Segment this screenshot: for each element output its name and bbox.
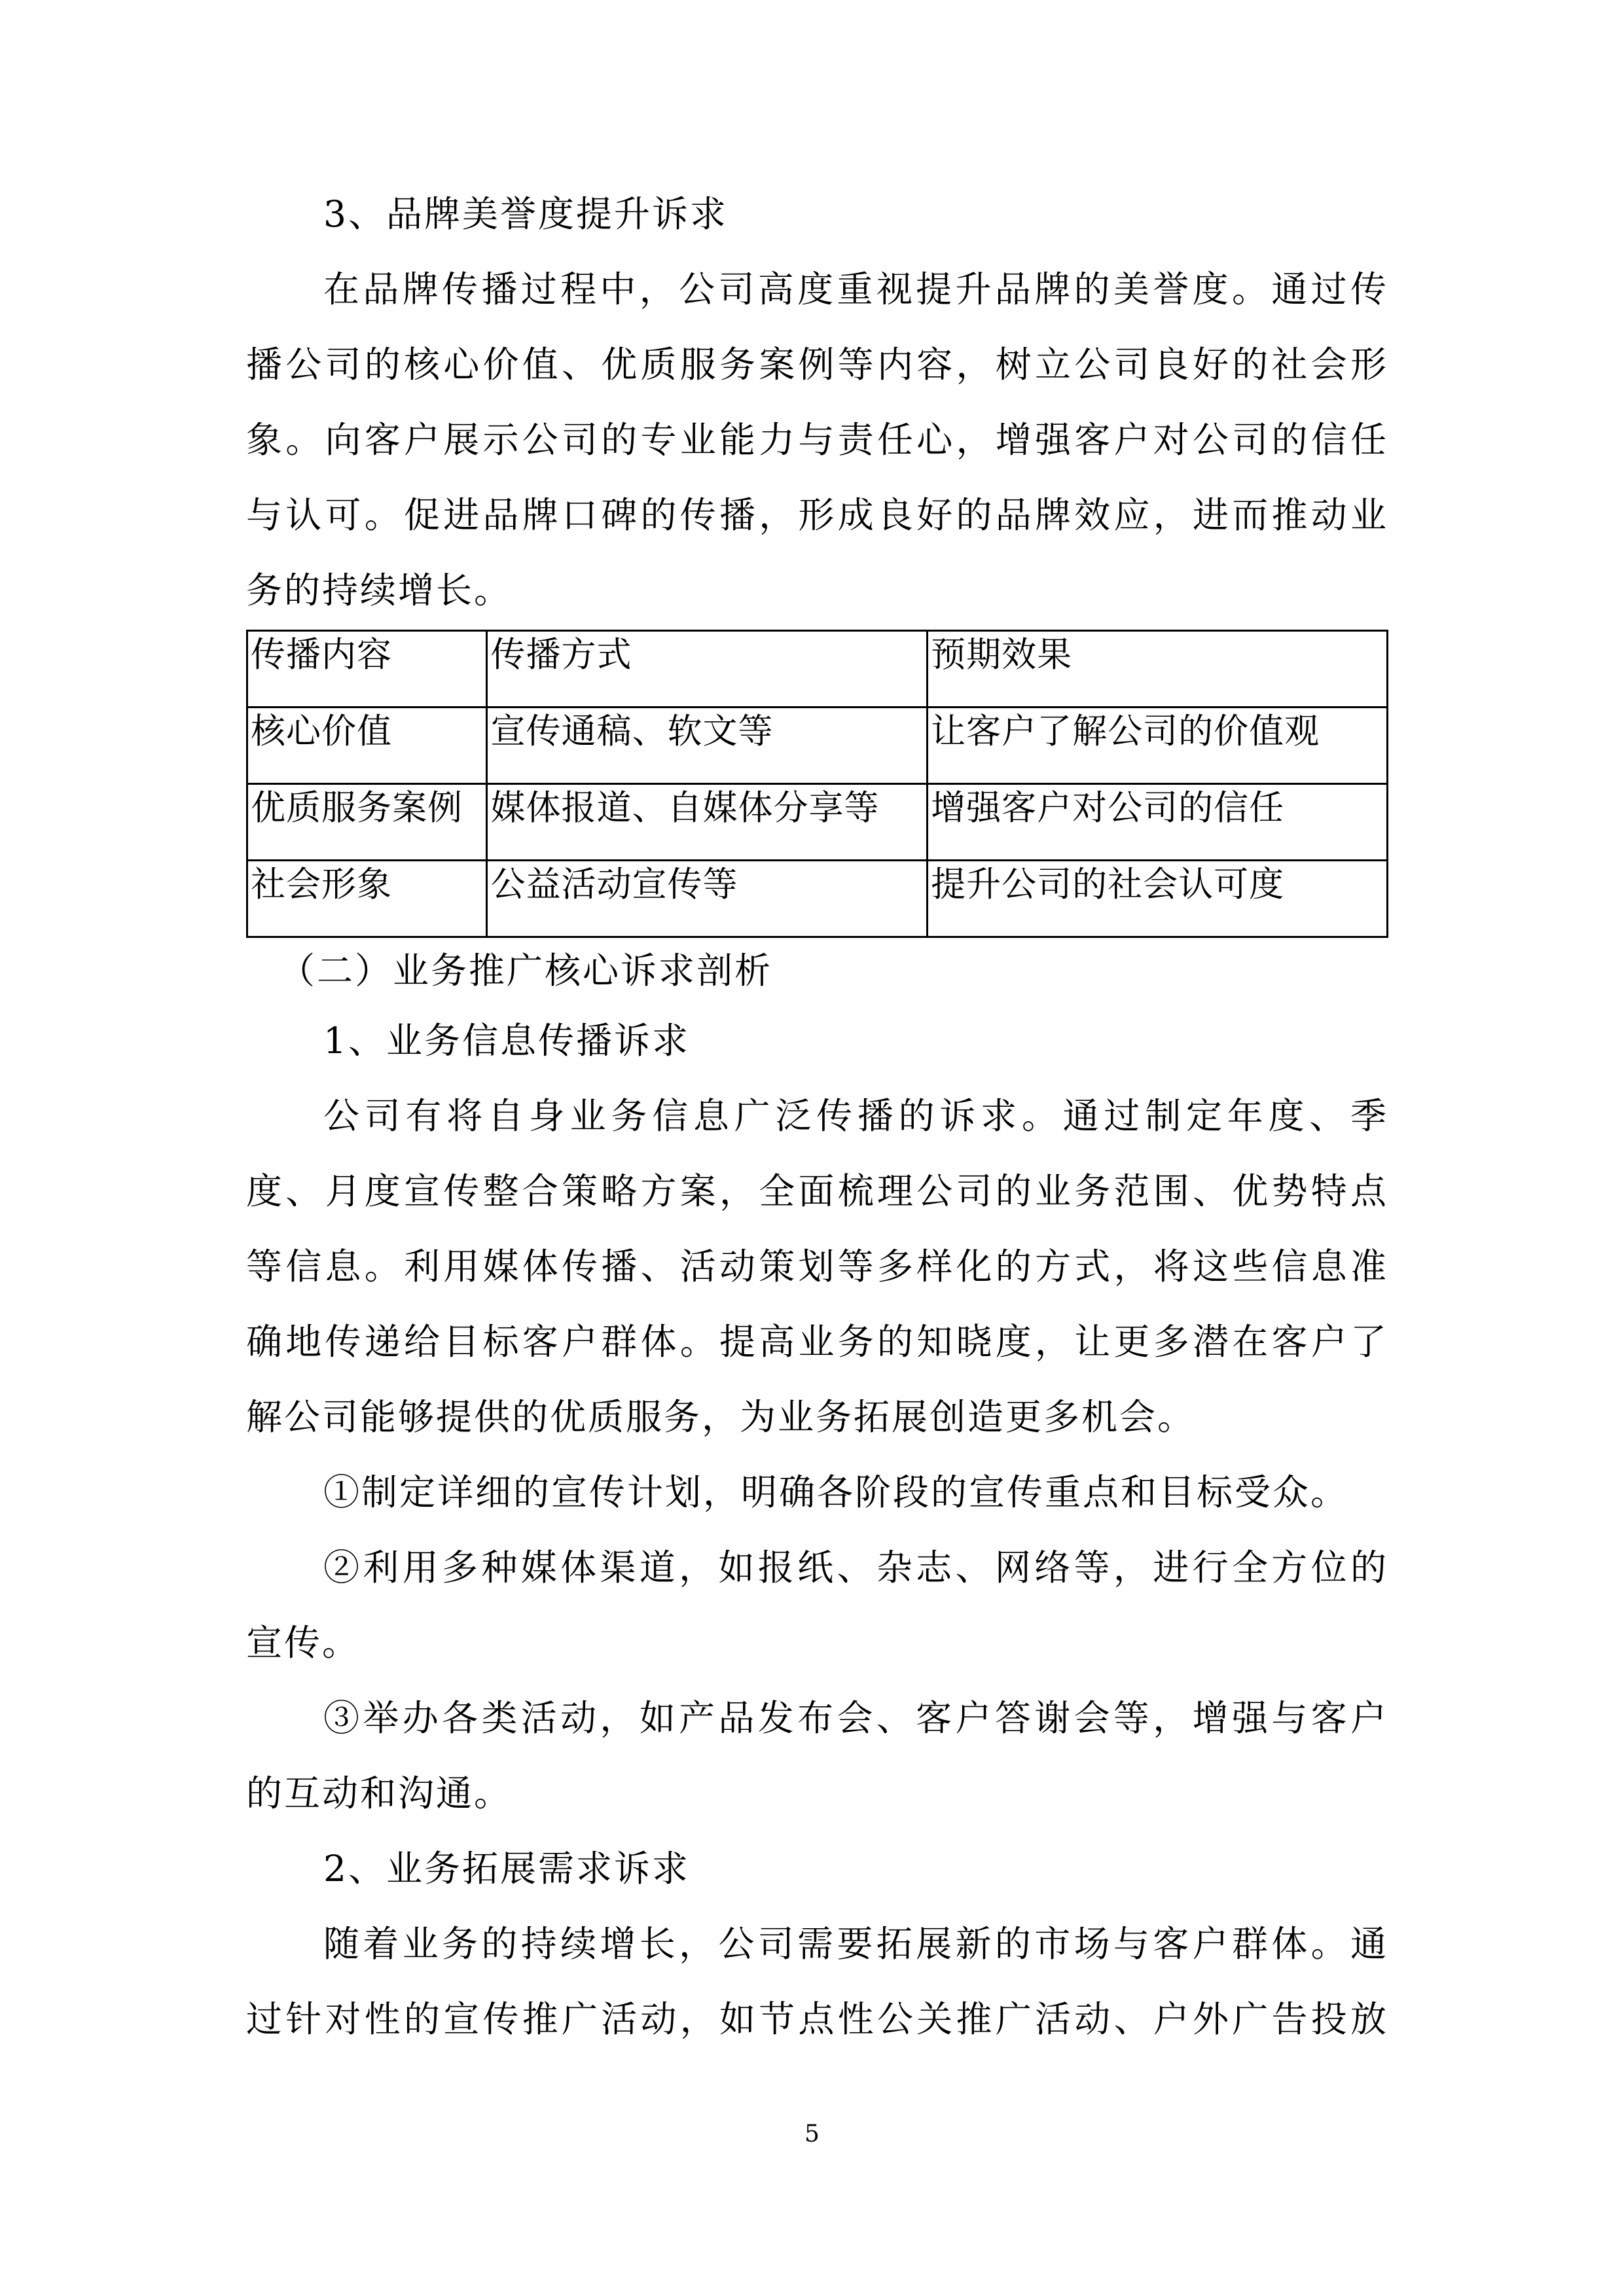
paragraph-line: 度、月度宣传整合策略方案，全面梳理公司的业务范围、优势特点 [246,1170,1388,1212]
document-page [246,177,1388,2057]
table-cell: 宣传通稿、软文等 [487,708,928,784]
paragraph-line: 象。向客户展示公司的专业能力与责任心，增强客户对公司的信任 [246,419,1388,461]
table-header-cell: 传播内容 [247,631,487,708]
paragraph-brand-reputation [246,252,1388,628]
paragraph-line: 随着业务的持续增长，公司需要拓展新的市场与客户群体。通 [323,1923,1388,1965]
table-row [247,861,1388,937]
table-header-row [247,631,1388,708]
communication-table [246,630,1388,938]
paragraph-line: 确地传递给目标客户群体。提高业务的知晓度，让更多潜在客户了 [246,1321,1388,1363]
section-title-business-promotion: （二）业务推广核心诉求剖析 [279,950,773,992]
page-number: 5 [804,2121,820,2147]
table-row [247,708,1388,784]
table-cell: 公益活动宣传等 [487,861,928,937]
list-item-line: ①制定详细的宣传计划，明确各阶段的宣传重点和目标受众。 [323,1471,1349,1513]
paragraph-info-dissemination [246,1079,1388,1455]
table-header-cell: 预期效果 [928,631,1388,708]
table-cell: 核心价值 [247,708,487,784]
list-item-line: ③举办各类活动，如产品发布会、客户答谢会等，增强与客户 [323,1697,1388,1739]
list-item-line: ②利用多种媒体渠道，如报纸、杂志、网络等，进行全方位的 [323,1547,1388,1588]
paragraph-line: 务的持续增长。 [246,569,513,611]
paragraph-line: 等信息。利用媒体传播、活动策划等多样化的方式，将这些信息准 [246,1246,1388,1287]
paragraph-line: 公司有将自身业务信息广泛传播的诉求。通过制定年度、季 [323,1095,1388,1137]
paragraph-line: 过针对性的宣传推广活动，如节点性公关推广活动、户外广告投放 [246,1998,1388,2040]
paragraph-line: 解公司能够提供的优质服务，为业务拓展创造更多机会。 [246,1396,1196,1438]
table-cell: 增强客户对公司的信任 [928,784,1388,861]
list-item [246,1530,1388,1681]
list-item-line: 宣传。 [246,1622,361,1664]
subsection-heading-business-expansion: 2、业务拓展需求诉求 [323,1848,690,1890]
list-item-line: 的互动和沟通。 [246,1772,513,1814]
list-item [246,1681,1388,1831]
table-cell: 优质服务案例 [247,784,487,861]
section-heading-brand-reputation: 3、品牌美誉度提升诉求 [323,193,728,235]
table-header-cell: 传播方式 [487,631,928,708]
table-row [247,784,1388,861]
table-cell: 社会形象 [247,861,487,937]
paragraph-line: 与认可。促进品牌口碑的传播，形成良好的品牌效应，进而推动业 [246,494,1388,536]
paragraph-line: 播公司的核心价值、优质服务案例等内容，树立公司良好的社会形 [246,344,1388,386]
table-cell: 让客户了解公司的价值观 [928,708,1388,784]
paragraph-line: 在品牌传播过程中，公司高度重视提升品牌的美誉度。通过传 [323,268,1388,310]
table-cell: 提升公司的社会认可度 [928,861,1388,937]
table-cell: 媒体报道、自媒体分享等 [487,784,928,861]
list-item [246,1455,1388,1530]
paragraph-business-expansion [246,1907,1388,2057]
subsection-heading-info-dissemination: 1、业务信息传播诉求 [323,1020,690,1062]
